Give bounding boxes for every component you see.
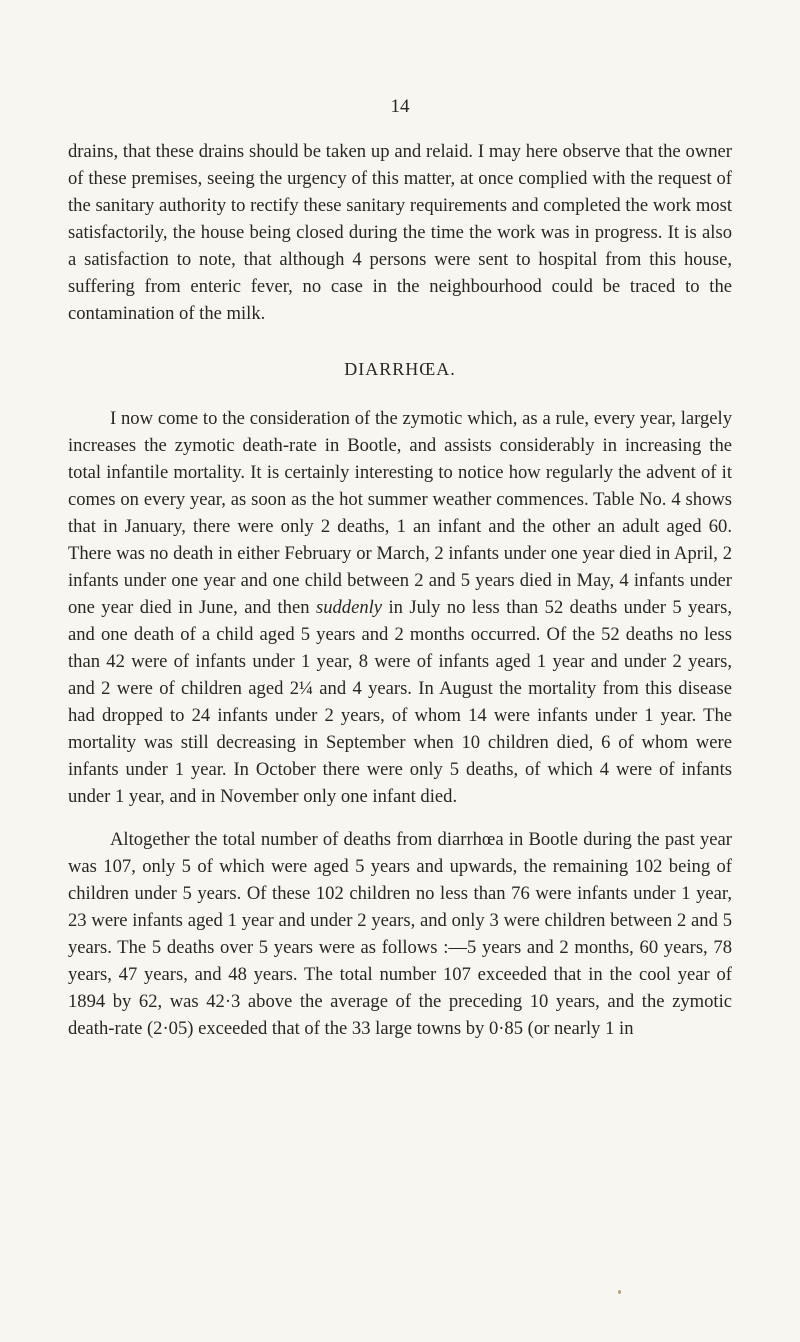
paragraph-text-after-italic: in July no less than 52 deaths under 5 years, and one death of a child aged 5 years and 2 months occurred. Of the 52 deaths no less than 42 were of infants under 1 year, 8 were of infants aged 1 year and under 2 years, and 2 were of children aged 2¼ and 4 years. In August the mortality from this disease had dropped to 24 infants under 2 years, of whom 14 were infants under 1 year. The mortality was still decreasing in September when 10 children died, 6 of whom were infants under 1 year. In October there were only 5 deaths, of which 4 were of infants under 1 year, and in November only one infant died. [68,597,732,807]
paragraph-totals: Altogether the total number of deaths from diarrhœa in Bootle during the past year was 107, only 5 of which were aged 5 years and upwards, the remaining 102 being of children under 5 years. Of these 102 children no less than 76 were infants under 1 year, 23 were infants aged 1 year and under 2 years, and only 3 were children between 2 and 5 years. The 5 deaths over 5 years were as follows :—5 years and 2 months, 60 years, 78 years, 47 years, and 48 years. The total number 107 exceeded that in the cool year of 1894 by 62, was 42·3 above the average of the preceding 10 years, and the zymotic death-rate (2·05) exceeded that of the 33 large towns by 0·85 (or nearly 1 in [68,829,732,1039]
section-heading: DIARRHŒA. [344,359,456,379]
paper-speck [618,1290,621,1294]
paragraph-continued: drains, that these drains should be taken up and relaid. I may here observe that the owner of these premises, seeing the urgency of this matter, at once complied with the request of the sanitary authority to rectify these sanitary requirements and completed the work most satisfactorily, the house being closed during the time the work was in progress. It is also a satisfaction to note, that although 4 persons were sent to hospital from this house, suffering from enteric fever, no case in the neighbourhood could be traced to the contamination of the milk. [68,141,732,324]
paragraph-diarrhoea-intro [68,405,732,810]
emphasis-italic: suddenly [315,597,383,618]
page-number: 14 [390,96,410,117]
page-body [68,138,732,1042]
paragraph-text-before-italic: I now come to the consideration of the zymotic which, as a rule, every year, largely increases the zymotic death-rate in Bootle, and assists considerably in increasing the total infantile mortality. It is certainly interesting to notice how regularly the advent of it comes on every year, as soon as the hot summer weather commences. Table No. 4 shows that in January, there were only 2 deaths, 1 an infant and the other an adult aged 60. There was no death in either February or March, 2 infants under one year died in April, 2 infants under one year and one child between 2 and 5 years died in May, 4 infants under one year died in June, and then [68,408,732,618]
